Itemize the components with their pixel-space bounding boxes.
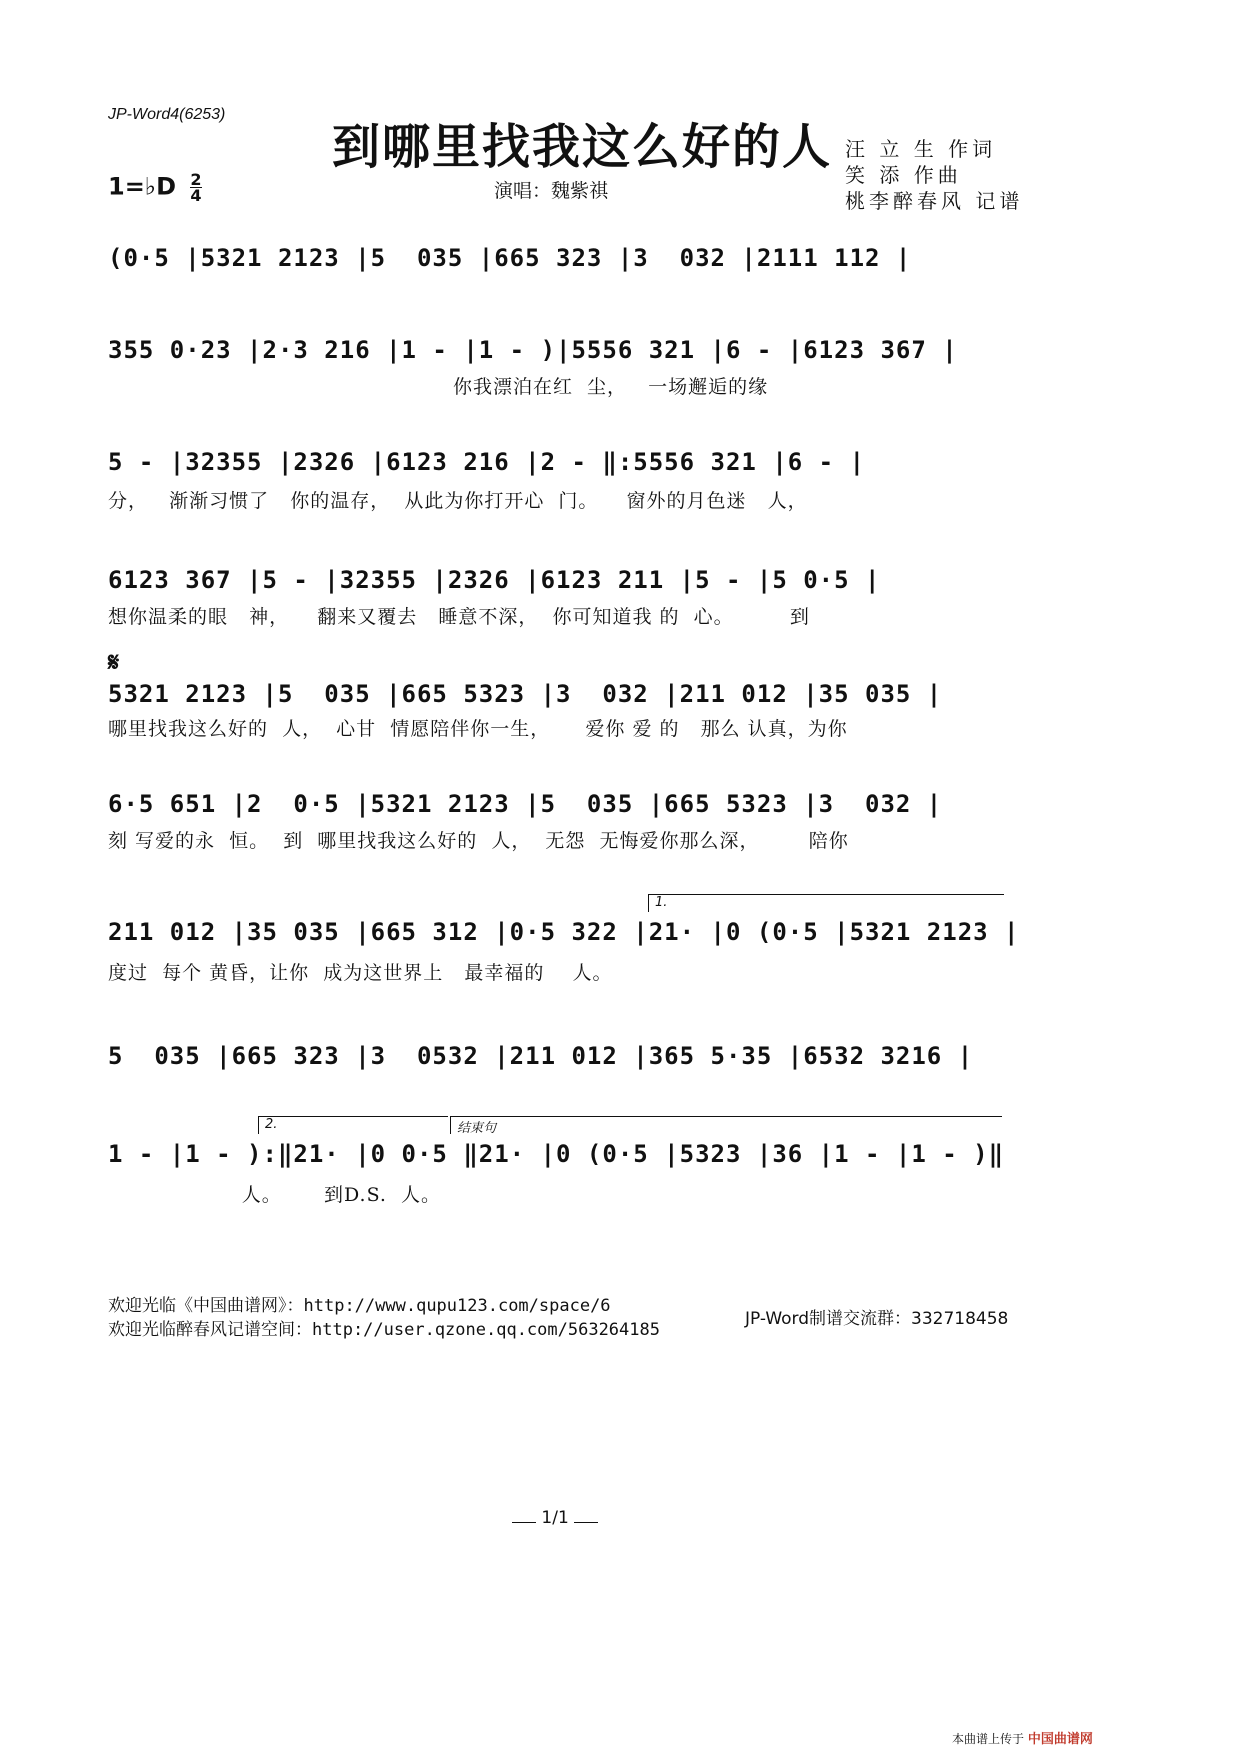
footer-link-1[interactable]: 欢迎光临《中国曲谱网》：http://www.qupu123.com/space/6	[108, 1296, 611, 1316]
volta-1-bracket: 1.	[648, 894, 1004, 912]
upload-note	[952, 1728, 1093, 1747]
lyric-line-7: 度过 每个 黄昏，让你 成为这世界上 最幸福的 人。	[108, 962, 613, 984]
score-line-5: 5321 2123 |5 035 |665 5323 |3 032 |211 012 |35 035 |	[108, 680, 943, 708]
ending-bracket: 结束句	[450, 1116, 1002, 1134]
lyric-line-6: 刻 写爱的永 恒。 到 哪里找我这么好的 人， 无怨 无悔爱你那么深， 陪你	[108, 830, 849, 852]
time-sig-top: 2	[190, 170, 202, 189]
time-signature	[190, 172, 201, 203]
transcriber-credit: 桃李醉春风 记谱	[845, 189, 1024, 213]
singer-label: 演唱：魏紫祺	[494, 180, 609, 202]
key-label: 1=♭D	[108, 172, 177, 201]
page-number-text: 1/1	[541, 1508, 569, 1528]
lyric-line-9: 人。 到D.S. 人。	[108, 1184, 442, 1206]
lyricist-credit: 汪 立 生 作词	[845, 137, 997, 161]
score-line-6: 6·5 651 |2 0·5 |5321 2123 |5 035 |665 5323 |3 032 |	[108, 790, 943, 818]
footer-group: JP-Word制谱交流群：332718458	[745, 1309, 1009, 1329]
segno-sign: 𝄋	[108, 648, 120, 678]
upload-note-text: 本曲谱上传于	[952, 1732, 1025, 1746]
time-sig-bottom: 4	[190, 186, 202, 205]
lyric-line-4: 想你温柔的眼 神， 翻来又覆去 睡意不深， 你可知道我 的 心。 到	[108, 606, 810, 628]
song-title: 到哪里找我这么好的人	[332, 119, 833, 175]
lyric-line-3: 分， 渐渐习惯了 你的温存， 从此为你打开心 门。 窗外的月色迷 人，	[108, 490, 808, 512]
composer-credit: 笑 添 作曲	[845, 163, 962, 187]
score-line-4: 6123 367 |5 - |32355 |2326 |6123 211 |5 - |5 0·5 |	[108, 566, 881, 594]
score-line-9: 1 - |1 - ):‖21· |0 0·5 ‖21· |0 (0·5 |5323 |36 |1 - |1 - )‖	[108, 1140, 1005, 1168]
volta-2-bracket: 2.	[258, 1116, 448, 1134]
key-signature	[108, 172, 202, 203]
lyric-line-2: 你我漂泊在红 尘， 一场邂逅的缘	[108, 376, 769, 398]
page-number	[512, 1508, 598, 1528]
score-line-8: 5 035 |665 323 |3 0532 |211 012 |365 5·35 |6532 3216 |	[108, 1042, 974, 1070]
score-line-1: (0·5 |5321 2123 |5 035 |665 323 |3 032 |2111 112 |	[108, 244, 912, 272]
software-label: JP-Word4(6253)	[108, 106, 226, 123]
score-line-7: 211 012 |35 035 |665 312 |0·5 322 |21· |0 (0·5 |5321 2123 |	[108, 918, 1020, 946]
footer-link-2[interactable]: 欢迎光临醉春风记谱空间：http://user.qzone.qq.com/563264185	[108, 1320, 660, 1340]
score-line-2: 355 0·23 |2·3 216 |1 - |1 - )|5556 321 |6 - |6123 367 |	[108, 336, 958, 364]
footer-links	[108, 1294, 660, 1342]
credits-block	[845, 136, 1023, 214]
lyric-line-5: 哪里找我这么好的 人， 心甘 情愿陪伴你一生， 爱你 爱 的 那么 认真，为你	[108, 718, 848, 740]
score-line-3: 5 - |32355 |2326 |6123 216 |2 - ‖:5556 321 |6 - |	[108, 448, 866, 476]
brand-logo[interactable]: 中国曲谱网	[1027, 1732, 1093, 1747]
